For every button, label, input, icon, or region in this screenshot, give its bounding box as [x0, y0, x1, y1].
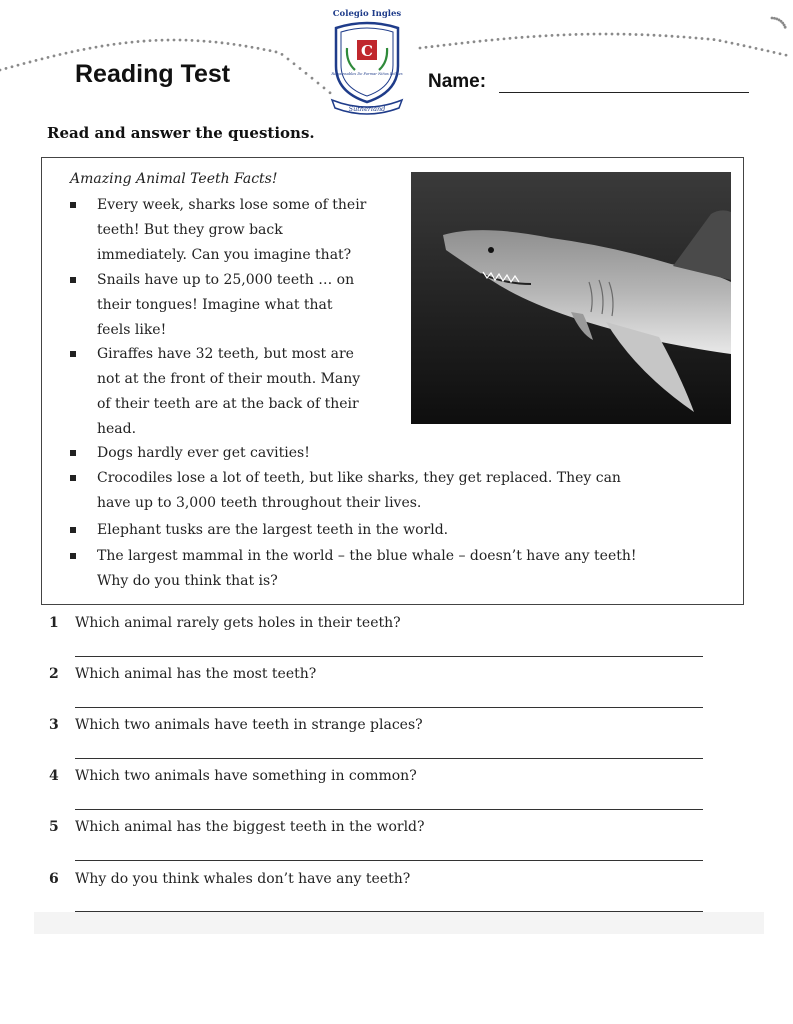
decoration-dot — [299, 67, 302, 70]
decoration-dot — [695, 37, 698, 40]
crest-scroll-text: Sutherland — [348, 105, 386, 113]
decoration-dot — [77, 49, 80, 52]
bullet-icon — [70, 475, 76, 481]
decoration-dot — [431, 45, 434, 48]
decoration-dot — [557, 34, 560, 37]
question-number: 2 — [49, 666, 59, 682]
question-number: 3 — [49, 717, 59, 733]
decoration-dot — [287, 58, 290, 61]
decoration-dot — [515, 36, 518, 39]
decoration-dot — [323, 87, 326, 90]
decoration-dot — [683, 36, 686, 39]
decoration-dot — [257, 47, 260, 50]
decoration-dot — [784, 26, 787, 29]
answer-line[interactable] — [75, 656, 703, 657]
decoration-dot — [581, 33, 584, 36]
decoration-dot — [41, 57, 44, 60]
decoration-dot — [71, 50, 74, 53]
decoration-dot — [437, 44, 440, 47]
decoration-dot — [47, 56, 50, 59]
bullet-icon — [70, 553, 76, 559]
passage-title: Amazing Animal Teeth Facts! — [70, 171, 278, 187]
decoration-dot — [575, 33, 578, 36]
decoration-dot — [317, 82, 320, 85]
question-number: 6 — [49, 871, 59, 887]
decoration-dot — [137, 40, 140, 43]
decoration-dot — [659, 34, 662, 37]
svg-text:C: C — [361, 42, 373, 60]
decoration-dot — [773, 17, 776, 20]
decoration-dot — [749, 46, 752, 49]
decoration-dot — [239, 44, 242, 47]
decoration-dot — [59, 53, 62, 56]
decoration-dot — [701, 37, 704, 40]
decoration-dot — [593, 33, 596, 36]
decoration-dot — [569, 33, 572, 36]
name-label: Name: — [428, 71, 487, 92]
decoration-dot — [521, 36, 524, 39]
decoration-dot — [305, 72, 308, 75]
decoration-dot — [17, 64, 20, 67]
decoration-dot — [479, 40, 482, 43]
decoration-dot — [737, 43, 740, 46]
fact-line: have up to 3,000 teeth throughout their lives. — [97, 495, 422, 511]
question-number: 4 — [49, 768, 59, 784]
question-text: Why do you think whales don’t have any teeth? — [75, 871, 411, 887]
decoration-dot — [461, 42, 464, 45]
decoration-dot — [491, 39, 494, 42]
decoration-dot — [467, 41, 470, 44]
decoration-dot — [101, 45, 104, 48]
decoration-dot — [125, 41, 128, 44]
bullet-icon — [70, 450, 76, 456]
page-title: Reading Test — [75, 60, 231, 88]
fact-line: their tongues! Imagine what that — [97, 297, 333, 313]
decoration-dot — [131, 41, 134, 44]
fact-line: Crocodiles lose a lot of teeth, but like sharks, they get replaced. They can — [97, 470, 621, 486]
decoration-dot — [779, 52, 782, 55]
decoration-dot — [173, 39, 176, 42]
decoration-dot — [203, 40, 206, 43]
decoration-dot — [647, 34, 650, 37]
decoration-dot — [35, 59, 38, 62]
fact-line: not at the front of their mouth. Many — [97, 371, 361, 387]
fact-line: feels like! — [97, 322, 167, 338]
decoration-dot — [275, 51, 278, 54]
decoration-dot — [263, 48, 266, 51]
answer-line[interactable] — [75, 707, 703, 708]
decoration-dot — [473, 40, 476, 43]
decoration-dot — [623, 33, 626, 36]
decoration-dot — [539, 35, 542, 38]
decoration-dot — [0, 69, 1, 72]
decoration-dot — [11, 65, 14, 68]
decoration-dot — [455, 42, 458, 45]
decoration-dot — [269, 49, 272, 52]
crest-motto: Responsables De Formar Niños Felices — [331, 72, 403, 76]
fact-line: Elephant tusks are the largest teeth in the world. — [97, 522, 449, 538]
decoration-dot — [509, 37, 512, 40]
decoration-dot — [425, 46, 428, 49]
question-text: Which animal rarely gets holes in their teeth? — [75, 615, 401, 631]
decoration-dot — [221, 41, 224, 44]
decoration-dot — [761, 48, 764, 51]
decoration-dot — [707, 38, 710, 41]
bullet-icon — [70, 202, 76, 208]
decoration-dot — [233, 43, 236, 46]
question-text: Which two animals have something in common? — [75, 768, 417, 784]
answer-line[interactable] — [75, 809, 703, 810]
decoration-dot — [497, 38, 500, 41]
decoration-dot — [215, 41, 218, 44]
decoration-dot — [485, 39, 488, 42]
decoration-dot — [251, 46, 254, 49]
question-number: 5 — [49, 819, 59, 835]
fact-line: Giraffes have 32 teeth, but most are — [97, 346, 354, 362]
decoration-dot — [629, 33, 632, 36]
decoration-dot — [311, 77, 314, 80]
decoration-dot — [689, 36, 692, 39]
shark-photo — [411, 172, 731, 424]
decoration-dot — [653, 34, 656, 37]
decoration-dot — [503, 37, 506, 40]
decoration-dot — [771, 17, 774, 20]
decoration-dot — [671, 35, 674, 38]
decoration-dot — [29, 61, 32, 64]
decoration-dot — [617, 33, 620, 36]
decoration-dot — [587, 33, 590, 36]
decoration-dot — [767, 50, 770, 53]
decoration-dot — [611, 33, 614, 36]
decoration-dot — [449, 43, 452, 46]
question-text: Which animal has the biggest teeth in the world? — [75, 819, 425, 835]
fact-line: teeth! But they grow back — [97, 222, 283, 238]
decoration-dot — [167, 39, 170, 42]
decoration-dot — [563, 33, 566, 36]
decoration-dot — [83, 48, 86, 51]
decoration-dot — [245, 45, 248, 48]
decoration-dot — [161, 39, 164, 42]
decoration-dot — [599, 33, 602, 36]
answer-line[interactable] — [75, 860, 703, 861]
decoration-dot — [755, 47, 758, 50]
bullet-icon — [70, 351, 76, 357]
fact-line: Dogs hardly ever get cavities! — [97, 445, 310, 461]
page-footer-shade — [34, 912, 764, 934]
question-text: Which animal has the most teeth? — [75, 666, 317, 682]
decoration-dot — [665, 34, 668, 37]
bullet-icon — [70, 277, 76, 283]
bullet-icon — [70, 527, 76, 533]
decoration-dot — [725, 40, 728, 43]
fact-line: immediately. Can you imagine that? — [97, 247, 352, 263]
fact-line: of their teeth are at the back of their — [97, 396, 359, 412]
fact-line: Snails have up to 25,000 teeth … on — [97, 272, 355, 288]
name-field-line[interactable] — [499, 92, 749, 93]
crest-school-name: Colegio Ingles — [332, 9, 402, 19]
decoration-dot — [143, 40, 146, 43]
decoration-dot — [119, 42, 122, 45]
decoration-dot — [197, 39, 200, 42]
decoration-dot — [551, 34, 554, 37]
decoration-dot — [95, 46, 98, 49]
decoration-dot — [185, 39, 188, 42]
fact-line: The largest mammal in the world – the blue whale – doesn’t have any teeth! — [97, 548, 637, 564]
decoration-dot — [227, 42, 230, 45]
decoration-dot — [743, 44, 746, 47]
fact-line: Every week, sharks lose some of their — [97, 197, 367, 213]
decoration-dot — [641, 33, 644, 36]
decoration-dot — [53, 55, 56, 58]
question-text: Which two animals have teeth in strange places? — [75, 717, 423, 733]
fact-line: head. — [97, 421, 137, 437]
decoration-dot — [635, 33, 638, 36]
decoration-dot — [731, 42, 734, 45]
decoration-dot — [527, 35, 530, 38]
decoration-dot — [773, 51, 776, 54]
decoration-dot — [65, 52, 68, 55]
decoration-dot — [107, 44, 110, 47]
decoration-dot — [713, 38, 716, 41]
decoration-dot — [533, 35, 536, 38]
answer-line[interactable] — [75, 758, 703, 759]
decoration-dot — [179, 39, 182, 42]
decoration-dot — [605, 33, 608, 36]
decoration-dot — [155, 39, 158, 42]
decoration-dot — [785, 54, 788, 57]
instructions: Read and answer the questions. — [47, 124, 315, 142]
fact-line: Why do you think that is? — [97, 573, 278, 589]
decoration-dot — [149, 39, 152, 42]
decoration-dot — [281, 53, 284, 56]
decoration-dot — [419, 47, 422, 50]
decoration-dot — [719, 39, 722, 42]
question-number: 1 — [49, 615, 59, 631]
decoration-dot — [443, 44, 446, 47]
decoration-dot — [89, 47, 92, 50]
school-crest-logo — [326, 4, 408, 116]
decoration-dot — [5, 67, 8, 70]
decoration-dot — [191, 39, 194, 42]
decoration-dot — [23, 62, 26, 65]
decoration-dot — [113, 43, 116, 46]
decoration-dot — [293, 62, 296, 65]
decoration-dot — [545, 34, 548, 37]
decoration-dot — [677, 35, 680, 38]
decoration-dot — [209, 40, 212, 43]
